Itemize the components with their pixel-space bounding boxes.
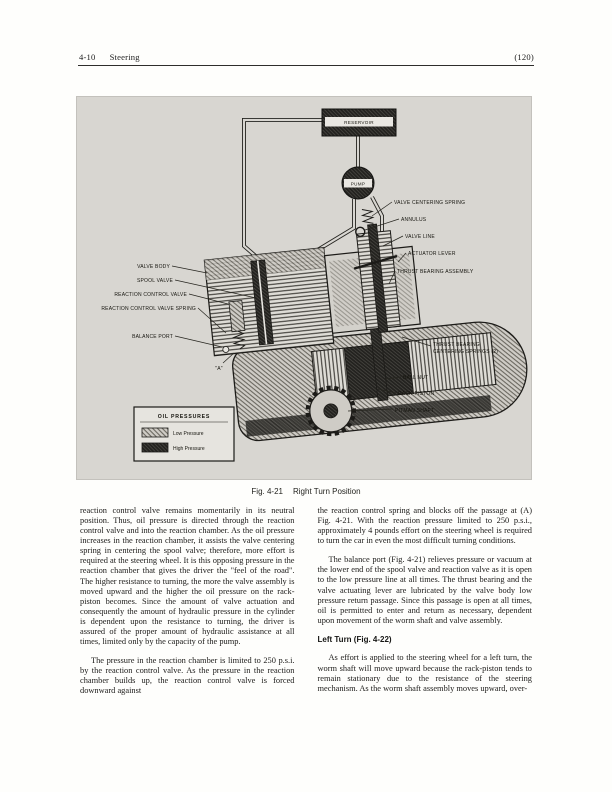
legend-high-pressure-swatch <box>142 443 168 452</box>
paragraph: the reaction control spring and blocks off the passage at (A) Fig. 4-21. With the reaction pressure limited to 250 p.s.i., approximately 4 pounds effort on the steering wheel is required to turn the car in even the most difficult turning conditions. <box>317 506 532 546</box>
text-column-right <box>318 506 533 696</box>
figure-caption-number: Fig. 4-21 <box>251 487 283 496</box>
thrust-bearing-centering-springs-label-2: CENTERING SPRINGS (2) <box>433 349 499 355</box>
gear-assembly <box>201 194 532 445</box>
reaction-control-valve-spring-label: REACTION CONTROL VALVE SPRING <box>101 306 196 312</box>
text-column-left <box>80 506 295 696</box>
valve-centering-spring-label: VALVE CENTERING SPRING <box>394 200 466 206</box>
annulus-label: ANNULUS <box>401 217 427 223</box>
pump <box>342 167 374 199</box>
balance-port-label: BALANCE PORT <box>132 334 173 340</box>
reaction-control-valve <box>229 301 245 332</box>
ball-nut-label: BALL NUT <box>403 375 429 381</box>
a-marker-label: "A" <box>215 366 223 372</box>
spool-valve-label: SPOOL VALVE <box>136 278 173 284</box>
header-section-title: Steering <box>109 52 140 62</box>
header-rule <box>78 65 534 66</box>
valve-body-label: VALVE BODY <box>137 264 170 270</box>
figure-4-21 <box>76 96 532 480</box>
section-heading-left-turn: Left Turn (Fig. 4-22) <box>317 634 392 644</box>
paragraph: The balance port (Fig. 4-21) relieves pressure or vacuum at the lower end of the spool valve and reaction valve as it is open to the low pressure line at all times. The thrust bearing and the valve actuating lever are lubricated by the valve body low pressure return passage. Since this passage is open at all times, oil is permitted to enter and return as necessary, dependent upon movement of the worm shaft and valve assembly. <box>317 555 532 625</box>
legend-low-pressure-label: Low Pressure <box>173 431 204 437</box>
actuator-lever-label: ACTUATOR LEVER <box>408 251 456 257</box>
paragraph: The pressure in the reaction chamber is limited to 250 p.s.i. by the reaction control valve. As the pressure in the reaction chamber builds up, the reaction control valve is forced downward against <box>80 656 295 696</box>
body-text <box>80 506 532 696</box>
legend-title: OIL PRESSURES <box>157 414 211 420</box>
pump-label: PUMP <box>350 181 366 187</box>
pitman-shaft-label: PITMAN SHAFT <box>395 408 435 414</box>
figure-caption <box>0 487 612 496</box>
oil-pressure-legend <box>134 407 234 461</box>
valve-line-label: VALVE LINE <box>405 234 435 240</box>
valve-centering-spring <box>362 208 374 224</box>
thrust-bearing-centering-springs-label-1: THRUST BEARING <box>433 342 480 348</box>
paragraph: reaction control valve remains momentarily in its neutral position. Thus, oil pressure is directed through the reaction control valve and into the reaction chamber. As the oil pressure increases in the reaction chamber, it assists the valve centering spring in centering the spool valve; therefore, more effort is required at the steering wheel. It is this opposing pressure in the reaction chamber that gives the driver the "feel of the road". The higher resistance to turning, the more the valve assembly is moved upward and the higher the oil pressure on the rack-piston becomes. Since the amount of valve actuation and consequently the amount of hydraulic pressure in the cylinder is dependent upon the resistance to turning, the driver is assured of the proper amount of hydraulic assistance at all times, limited only by the capacity of the pump. <box>80 506 295 647</box>
header-page-number: (120) <box>514 52 534 62</box>
steering-gear-diagram <box>76 96 532 480</box>
reservoir <box>322 109 396 136</box>
reaction-control-valve-label: REACTION CONTROL VALVE <box>114 292 187 298</box>
thrust-bearing-assembly-label: THRUST BEARING ASSEMBLY <box>397 269 474 275</box>
legend-high-pressure-label: High Pressure <box>173 446 205 452</box>
figure-caption-title: Right Turn Position <box>292 487 361 496</box>
header-left <box>79 52 140 62</box>
balance-port <box>223 346 230 353</box>
page-header <box>79 52 534 62</box>
header-section-number: 4-10 <box>79 52 96 62</box>
reservoir-label: RESERVOIR <box>344 120 374 125</box>
rack-piston-label: RACK-PISTON <box>398 391 435 397</box>
legend-low-pressure-swatch <box>142 428 168 437</box>
paragraph: As effort is applied to the steering wheel for a left turn, the worm shaft will move upward because the rack-piston tends to remain stationary due to the resistance of the steering mechanism. As the worm shaft assembly moves upward, over- <box>317 653 532 693</box>
